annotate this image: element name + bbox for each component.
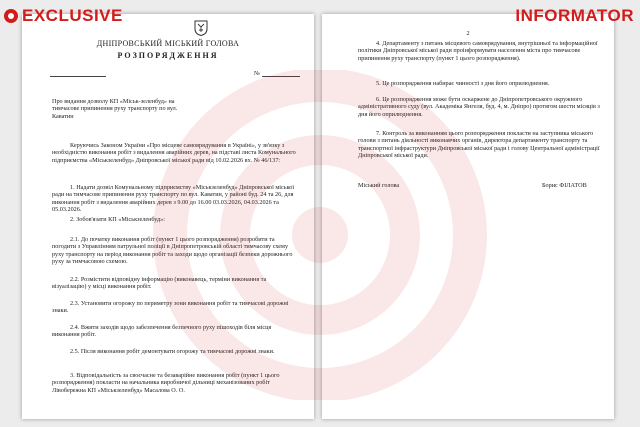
paragraph-2-1: 2.1. До початку виконання робіт (пункт 1 цього розпорядження) розробити та погодити з Управлінням патрульної поліції в Дніпропетровській області тимчасову схему руху транспорту на період виконання робіт та заходи щодо організації безпеки дорожнього руху за тимчасовою схемою. (52, 236, 293, 266)
coat-of-arms-icon (194, 20, 208, 36)
paragraph-5: 5. Це розпорядження набирає чинності з дня його оприлюднення. (376, 80, 550, 87)
signer-title: Міський голова (358, 182, 400, 189)
exclusive-badge (4, 6, 123, 26)
document-title: РОЗПОРЯДЖЕННЯ (117, 51, 219, 60)
document-page-2 (322, 14, 614, 419)
page-number: 2 (466, 30, 470, 37)
target-logo-icon (4, 9, 18, 23)
paragraph-2-5: 2.5. Після виконання робіт демонтувати огорожу та тимчасові дорожні знаки. (70, 348, 275, 355)
paragraph-2-3: 2.3. Установити огорожу по периметру зони виконання робіт та тимчасові дорожні знаки. (52, 300, 289, 315)
signer-name: Борис ФІЛАТОВ (542, 182, 587, 189)
paragraph-2-2: 2.2. Розмістити відповідну інформацію (виконавець, терміни виконання та візуалізацію) у місці виконання робіт. (52, 276, 267, 291)
document-page-1 (22, 14, 314, 419)
paragraph-7: 7. Контроль за виконанням цього розпорядження покласти на заступника міського голови з питань діяльності виконавчих органів, директора департаменту транспорту та транспортної інфраструктури Дніпровської міської ради і голову Центральної адміністрації Дніпровської міської ради. (358, 130, 600, 160)
informator-logo: INFORMATOR (515, 6, 634, 25)
paragraph-2: 2. Зобов'язати КП «Міськзеленбуд»: (70, 216, 165, 223)
issuer-header: ДНІПРОВСЬКИЙ МІСЬКИЙ ГОЛОВА (96, 39, 240, 48)
document-subject: Про видання дозволу КП «Міськ-зеленбуд» на тимчасове припинення руху транспорту по вул. Каватин (52, 98, 178, 120)
number-prefix: № (254, 70, 260, 77)
paragraph-3: 3. Відповідальність за своєчасне та безаварійне виконання робіт (пункт 1 цього розпорядження) покласти на начальника виробничої дільниці механізованих робіт Лівобережна КП «Міськзеленбуд» Масалова О. О. (52, 372, 280, 394)
paragraph-4: 4. Департаменту з питань місцевого самоврядування, внутрішньої та інформаційної політики Дніпровської міської ради проінформувати населення міста про тимчасове припинення руху транспорту (пункт 1 цього розпорядження). (358, 40, 598, 62)
date-line (50, 76, 106, 77)
paragraph-6: 6. Це розпорядження може бути оскаржене до Дніпропетровського окружного адміністративного суду (вул. Академіка Янгеля, буд. 4, м. Дніпро) протягом шести місяців з дня його оприлюднення. (358, 96, 600, 118)
paragraph-1: 1. Надати дозвіл Комунальному підприємству «Міськзеленбуд» Дніпровської міської ради на тимчасове припинення руху транспорту по вул. Каватин, у районі буд. 24 та 26, для виконання робіт з видалення аварійних дерев з 9.00 до 16.00 03.03.2026, 04.03.2026 та 05.03.2026. (52, 184, 295, 214)
preamble-text: Керуючись Законом України «Про місцеве самоврядування в Україні», у зв'язку з необхідністю виконання робіт з видалення аварійних дерев, на підставі листа Комунального підприємства «Міськзеленбуд» Дніпровської міської ради від 10.02.2026 вх. № 46/137: (52, 142, 296, 164)
number-line (262, 76, 300, 77)
paragraph-2-4: 2.4. Вжити заходів щодо забезпечення безпечного руху пішоходів біля місця виконання робіт. (52, 324, 272, 339)
exclusive-label: EXCLUSIVE (22, 6, 123, 25)
